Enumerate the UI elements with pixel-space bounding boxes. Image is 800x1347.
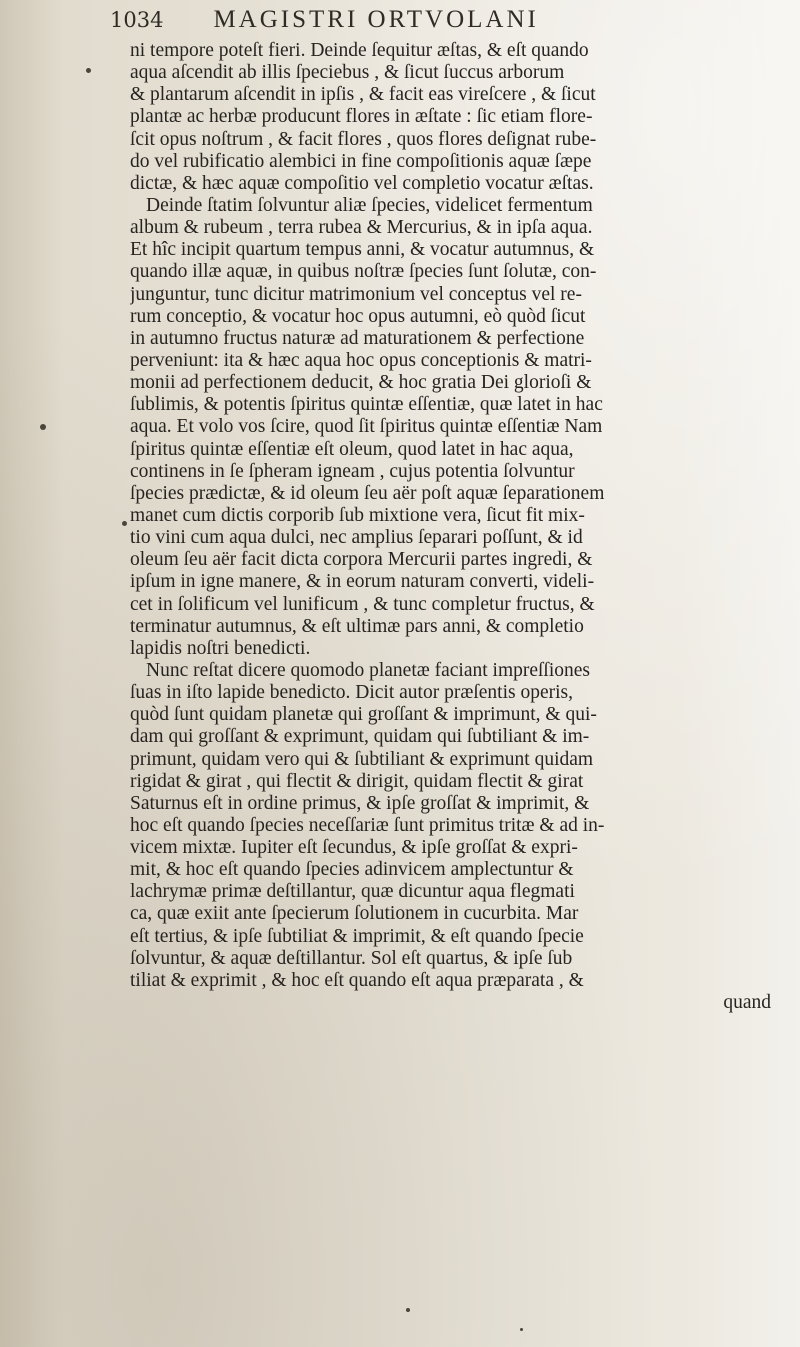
text-line: ſolvuntur, & aquæ deſtillantur. Sol eſt quartus, & ipſe ſub xyxy=(130,947,573,969)
text-line: ipſum in igne manere, & in eorum naturam converti, videli- xyxy=(130,571,595,593)
text-line: aqua. Et volo vos ſcire, quod ſit ſpiritus quintæ eſſentiæ Nam xyxy=(130,416,603,438)
text-line: primunt, quidam vero qui & ſubtiliant & exprimunt quidam xyxy=(130,748,594,770)
text-line: tiliat & exprimit , & hoc eſt quando eſt aqua præparata , & xyxy=(130,969,584,991)
text-line: junguntur, tunc dicitur matrimonium vel conceptus vel re- xyxy=(130,283,582,305)
text-line: ſcit opus noſtrum , & facit flores , quos flores deſignat rube- xyxy=(130,128,597,150)
text-line: dam qui groſſant & exprimunt, quidam qui ſubtiliant & im- xyxy=(130,726,590,748)
ink-speck xyxy=(86,68,91,73)
text-line: perveniunt: ita & hæc aqua hoc opus conceptionis & matri- xyxy=(130,349,592,371)
text-line: rum conceptio, & vocatur hoc opus autumni, eò quòd ſicut xyxy=(130,305,586,327)
text-line: eſt tertius, & ipſe ſubtiliat & imprimit, & eſt quando ſpecie xyxy=(130,925,584,947)
text-line: ſuas in iſto lapide benedicto. Dicit autor præſentis operis, xyxy=(130,682,573,704)
text-line: vicem mixtæ. Iupiter eſt ſecundus, & ipſe groſſat & expri- xyxy=(130,837,578,859)
text-line: do vel rubificatio alembici in fine compoſitionis aquæ ſæpe xyxy=(130,150,592,172)
text-line: cet in ſolificum vel lunificum , & tunc completur fructus, & xyxy=(130,593,595,615)
page-header xyxy=(110,6,750,40)
text-line: Et hîc incipit quartum tempus anni, & vocatur autumnus, & xyxy=(130,239,595,261)
text-line: ni tempore poteſt fieri. Deinde ſequitur æſtas, & eſt quando xyxy=(130,40,589,61)
text-line: ca, quæ exiit ante ſpecierum ſolutionem in cucurbita. Mar xyxy=(130,903,579,925)
text-line: terminatur autumnus, & eſt ultimæ pars anni, & completio xyxy=(130,615,584,637)
text-line: quand xyxy=(723,992,771,1014)
text-line: monii ad perfectionem deducit, & hoc gratia Dei glorioſi & xyxy=(130,372,592,394)
text-line: Saturnus eſt in ordine primus, & ipſe groſſat & imprimit, & xyxy=(130,792,590,814)
text-line: quando illæ aquæ, in quibus noſtræ ſpecies ſunt ſolutæ, con- xyxy=(130,261,597,283)
text-line: tio vini cum aqua dulci, nec amplius ſeparari poſſunt, & id xyxy=(130,527,583,549)
text-line: oleum ſeu aër facit dicta corpora Mercurii partes ingredi, & xyxy=(130,549,593,571)
text-line: continens in ſe ſpheram igneam , cujus potentia ſolvuntur xyxy=(130,460,575,482)
ink-speck xyxy=(122,521,127,526)
text-line: album & rubeum , terra rubea & Mercurius, & in ipſa aqua. xyxy=(130,217,593,239)
text-line: plantæ ac herbæ producunt flores in æſtate : ſic etiam flore- xyxy=(130,106,593,128)
text-line: lachrymæ primæ deſtillantur, quæ dicuntur aqua flegmati xyxy=(130,881,575,903)
running-title: MAGISTRI ORTVOLANI xyxy=(213,6,539,33)
ink-speck xyxy=(520,1328,523,1331)
text-line: ſpecies prædictæ, & id oleum ſeu aër poſt aquæ ſeparationem xyxy=(130,482,605,504)
page-number: 1034 xyxy=(110,8,164,32)
text-line: Nunc reſtat dicere quomodo planetæ faciant impreſſiones xyxy=(146,659,591,681)
text-line: in autumno fructus naturæ ad maturationem & perfectione xyxy=(130,327,585,349)
body-text xyxy=(130,40,795,1014)
text-line: quòd ſunt quidam planetæ qui groſſant & imprimunt, & qui- xyxy=(130,704,597,726)
text-line: dictæ, & hæc aquæ compoſitio vel completio vocatur æſtas. xyxy=(130,172,594,194)
text-line: lapidis noſtri benedicti. xyxy=(130,637,311,659)
ink-speck xyxy=(40,424,46,430)
text-line: ſpiritus quintæ eſſentiæ eſt oleum, quod latet in hac aqua, xyxy=(130,438,574,460)
text-line: rigidat & girat , qui flectit & dirigit, quidam flectit & girat xyxy=(130,770,584,792)
text-line: aqua aſcendit ab illis ſpeciebus , & ſicut ſuccus arborum xyxy=(130,62,565,84)
text-line: ſublimis, & potentis ſpiritus quintæ eſſentiæ, quæ latet in hac xyxy=(130,394,603,416)
ink-speck xyxy=(406,1308,410,1312)
text-line: & plantarum aſcendit in ipſis , & facit eas vireſcere , & ſicut xyxy=(130,84,596,106)
text-line: manet cum dictis corporib ſub mixtione vera, ſicut fit mix- xyxy=(130,504,585,526)
text-line: Deinde ſtatim ſolvuntur aliæ ſpecies, videlicet fermentum xyxy=(146,194,593,216)
text-line: hoc eſt quando ſpecies neceſſariæ ſunt primitus tritæ & ad in- xyxy=(130,814,605,836)
text-line: mit, & hoc eſt quando ſpecies adinvicem amplectuntur & xyxy=(130,859,574,881)
